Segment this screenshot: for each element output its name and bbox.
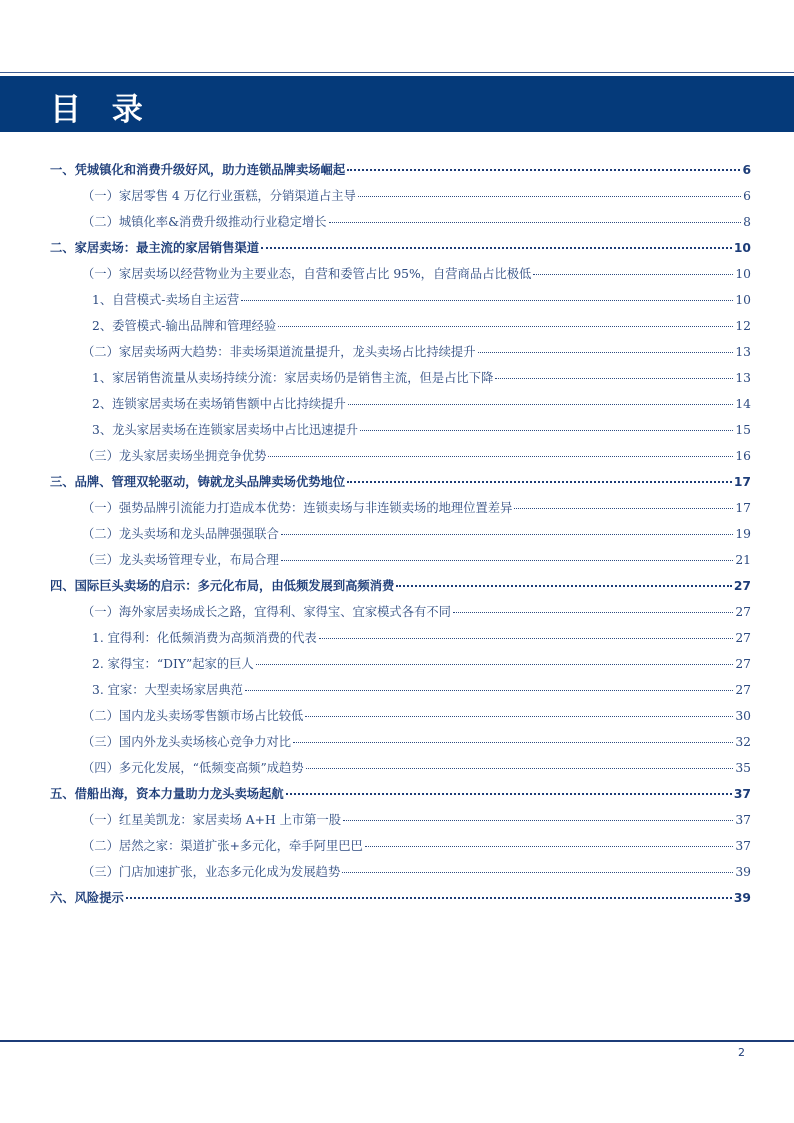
toc-entry-page: 27 (735, 683, 751, 697)
dot-leader (478, 352, 734, 353)
toc-entry-page: 37 (735, 839, 751, 853)
toc-entry-title: 四、国际巨头卖场的启示：多元化布局，由低频发展到高频消费 (50, 579, 395, 593)
toc-entry[interactable] (50, 186, 751, 212)
page-number: 2 (738, 1046, 745, 1059)
toc-entry-page: 32 (735, 735, 751, 749)
toc-entry-title: （三）龙头卖场管理专业，布局合理 (82, 553, 279, 567)
table-of-contents (50, 160, 751, 914)
toc-entry[interactable] (50, 576, 751, 602)
dot-leader (319, 638, 734, 639)
toc-entry-title: （一）强势品牌引流能力打造成本优势：连锁卖场与非连锁卖场的地理位置差异 (82, 501, 513, 515)
dot-leader (360, 430, 733, 431)
toc-entry[interactable] (50, 706, 751, 732)
page-title: 目 录 (50, 92, 153, 128)
footer-rule (0, 1040, 794, 1042)
toc-entry-page: 27 (735, 631, 751, 645)
toc-entry-title: 3. 宜家：大型卖场家居典范 (92, 683, 243, 697)
dot-leader (347, 481, 732, 483)
toc-entry-page: 21 (735, 553, 751, 567)
toc-entry-title: （三）门店加速扩张，业态多元化成为发展趋势 (82, 865, 341, 879)
toc-entry-page: 17 (735, 501, 751, 515)
header-rule (0, 72, 794, 73)
toc-entry-title: 2. 家得宝：“DIY”起家的巨人 (92, 657, 254, 671)
toc-entry-title: 1、自营模式-卖场自主运营 (92, 293, 240, 307)
dot-leader (329, 222, 742, 223)
toc-entry[interactable] (50, 758, 751, 784)
toc-entry-title: 1. 宜得利：化低频消费为高频消费的代表 (92, 631, 317, 645)
toc-entry-page: 19 (735, 527, 751, 541)
toc-entry-page: 30 (735, 709, 751, 723)
toc-entry-title: 2、委管模式-输出品牌和管理经验 (92, 319, 277, 333)
toc-entry-page: 27 (735, 657, 751, 671)
toc-entry[interactable] (50, 446, 751, 472)
toc-entry-page: 27 (733, 579, 751, 593)
toc-entry-title: （二）国内龙头卖场零售额市场占比较低 (82, 709, 304, 723)
dot-leader (348, 404, 734, 405)
dot-leader (495, 378, 733, 379)
dot-leader (126, 897, 732, 899)
dot-leader (514, 508, 733, 509)
toc-entry-page: 10 (735, 267, 751, 281)
toc-entry[interactable] (50, 836, 751, 862)
toc-entry-title: （二）城镇化率&消费升级推动行业稳定增长 (82, 215, 327, 229)
dot-leader (278, 326, 733, 327)
toc-entry-title: （二）居然之家：渠道扩张+多元化，牵手阿里巴巴 (82, 839, 363, 853)
toc-entry-title: 3、龙头家居卖场在连锁家居卖场中占比迅速提升 (92, 423, 359, 437)
dot-leader (256, 664, 734, 665)
toc-entry[interactable] (50, 888, 751, 914)
toc-entry-page: 8 (743, 215, 751, 229)
toc-entry-title: （一）家居零售 4 万亿行业蛋糕，分销渠道占主导 (82, 189, 356, 203)
dot-leader (281, 534, 734, 535)
toc-entry-page: 39 (735, 865, 751, 879)
toc-entry-page: 10 (735, 293, 751, 307)
toc-entry-page: 35 (735, 761, 751, 775)
toc-entry[interactable] (50, 498, 751, 524)
dot-leader (281, 560, 734, 561)
toc-entry[interactable] (50, 394, 751, 420)
toc-entry-page: 12 (735, 319, 751, 333)
toc-entry[interactable] (50, 264, 751, 290)
toc-entry-title: 一、凭城镇化和消费升级好风，助力连锁品牌卖场崛起 (50, 163, 346, 177)
toc-entry-title: 五、借船出海，资本力量助力龙头卖场起航 (50, 787, 284, 801)
toc-entry-title: （一）家居卖场以经营物业为主要业态，自营和委管占比 95%，自营商品占比极低 (82, 267, 532, 281)
toc-entry-page: 27 (735, 605, 751, 619)
dot-leader (342, 872, 733, 873)
dot-leader (305, 716, 733, 717)
toc-entry-page: 37 (733, 787, 751, 801)
toc-entry[interactable] (50, 602, 751, 628)
toc-entry[interactable] (50, 550, 751, 576)
toc-entry-title: （四）多元化发展，“低频变高频”成趋势 (82, 761, 304, 775)
toc-entry-page: 16 (735, 449, 751, 463)
toc-entry-page: 13 (735, 345, 751, 359)
dot-leader (286, 793, 732, 795)
toc-entry-title: 二、家居卖场：最主流的家居销售渠道 (50, 241, 260, 255)
dot-leader (347, 169, 740, 171)
toc-entry[interactable] (50, 810, 751, 836)
toc-entry-title: 三、品牌、管理双轮驱动，铸就龙头品牌卖场优势地位 (50, 475, 346, 489)
toc-entry[interactable] (50, 316, 751, 342)
toc-entry-page: 37 (735, 813, 751, 827)
toc-entry[interactable] (50, 368, 751, 394)
toc-entry-page: 39 (733, 891, 751, 905)
toc-entry-page: 14 (735, 397, 751, 411)
dot-leader (453, 612, 733, 613)
toc-entry-title: 1、家居销售流量从卖场持续分流：家居卖场仍是销售主流，但是占比下降 (92, 371, 494, 385)
toc-entry[interactable] (50, 160, 751, 186)
toc-entry-title: 2、连锁家居卖场在卖场销售额中占比持续提升 (92, 397, 346, 411)
toc-entry[interactable] (50, 732, 751, 758)
toc-entry-page: 13 (735, 371, 751, 385)
dot-leader (261, 247, 732, 249)
toc-entry[interactable] (50, 654, 751, 680)
toc-entry[interactable] (50, 342, 751, 368)
dot-leader (365, 846, 734, 847)
dot-leader (293, 742, 733, 743)
toc-entry-title: （三）龙头家居卖场坐拥竞争优势 (82, 449, 267, 463)
toc-entry[interactable] (50, 862, 751, 888)
toc-entry-page: 15 (735, 423, 751, 437)
dot-leader (533, 274, 733, 275)
dot-leader (306, 768, 734, 769)
toc-entry[interactable] (50, 524, 751, 550)
toc-entry[interactable] (50, 628, 751, 654)
toc-entry[interactable] (50, 784, 751, 810)
toc-entry-title: （三）国内外龙头卖场核心竞争力对比 (82, 735, 292, 749)
toc-entry-title: （一）红星美凯龙：家居卖场 A+H 上市第一股 (82, 813, 342, 827)
toc-entry-title: （一）海外家居卖场成长之路，宜得利、家得宝、宜家模式各有不同 (82, 605, 451, 619)
dot-leader (241, 300, 733, 301)
toc-entry-page: 6 (743, 189, 751, 203)
toc-entry-title: （二）龙头卖场和龙头品牌强强联合 (82, 527, 279, 541)
toc-entry[interactable] (50, 680, 751, 706)
toc-entry[interactable] (50, 420, 751, 446)
dot-leader (268, 456, 733, 457)
dot-leader (358, 196, 741, 197)
toc-entry[interactable] (50, 238, 751, 264)
toc-entry-page: 10 (733, 241, 751, 255)
toc-entry[interactable] (50, 290, 751, 316)
toc-entry-page: 17 (733, 475, 751, 489)
dot-leader (245, 690, 733, 691)
toc-entry[interactable] (50, 472, 751, 498)
toc-entry-title: （二）家居卖场两大趋势：非卖场渠道流量提升，龙头卖场占比持续提升 (82, 345, 476, 359)
dot-leader (343, 820, 733, 821)
toc-entry-title: 六、风险提示 (50, 891, 124, 905)
toc-entry-page: 6 (742, 163, 751, 177)
toc-entry[interactable] (50, 212, 751, 238)
dot-leader (396, 585, 732, 587)
